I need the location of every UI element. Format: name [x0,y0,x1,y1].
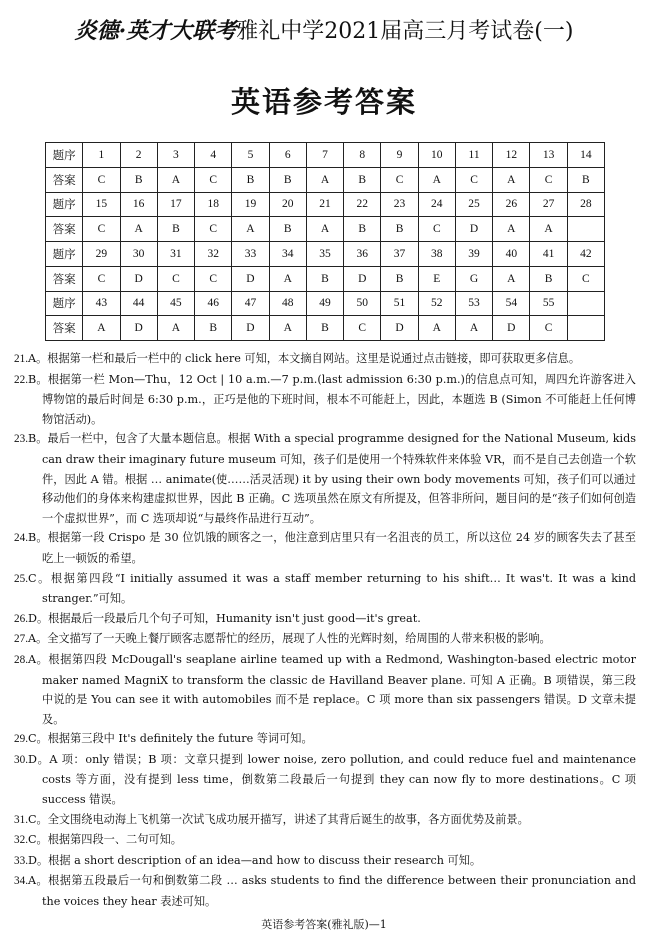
explanation-item [14,429,636,528]
exam-header [0,14,648,45]
question-number-cell: 26 [493,192,530,217]
question-number-cell: 44 [120,291,157,316]
question-number-cell: 21 [306,192,343,217]
answer-cell: A [455,316,492,341]
answer-cell: C [344,316,381,341]
explanation-text: C。全文围绕电动海上飞机第一次试飞成功展开描写，讲述了其背后诞生的故事，各方面优势及前景。 [27,812,529,826]
answer-cell: B [306,266,343,291]
question-label: 题序 [46,143,83,168]
question-number-cell: 30 [120,242,157,267]
answer-cell: C [381,167,418,192]
explanation-text: A。根据第四段 McDougall's seaplane airline teamed up with a Redmond, Washington-based electric motor maker named MagniX to transform the classic de Havilland Beaver plane. 可知 A 正确。B 项错误，第三段中说的是 You can see it with automobiles 而不是 replace。C 项 more than six passengers 错误。D 文章未提及。 [27,652,636,726]
question-number-cell: 6 [269,143,306,168]
answer-cell: A [306,167,343,192]
answer-cell: E [418,266,455,291]
answer-cell: D [455,217,492,242]
question-number-cell: 13 [530,143,567,168]
question-number-cell: 11 [455,143,492,168]
answer-cell: B [381,266,418,291]
question-number-cell: 45 [157,291,194,316]
answer-row [46,217,605,242]
answer-cell: A [232,217,269,242]
explanation-text: B。根据第一栏 Mon—Thu，12 Oct | 10 a.m.—7 p.m.(last admission 6:30 p.m.)的信息点可知，周四允许游客进入博物馆的最后时间是 6:30 p.m.，正巧是他的下班时间，根本不可能赶上，因此，本题选 B (Simon 不可能赶上任何博物馆活动)。 [27,372,636,426]
answer-cell: A [418,167,455,192]
answer-cell: B [120,167,157,192]
answer-row [46,167,605,192]
question-number-cell [567,291,604,316]
explanation-number: 31. [14,813,28,826]
explanation-text: A。根据第五段最后一句和倒数第二段 … asks students to find the difference between their pronunciation and the voices they hear 表述可知。 [27,874,636,909]
answer-cell: A [493,167,530,192]
explanation-item [14,830,636,851]
question-number-cell: 14 [567,143,604,168]
explanation-text: A。全文描写了一天晚上餐厅顾客志愿帮忙的经历，展现了人性的光辉时刻，给周围的人带来积极的影响。 [27,632,551,646]
explanation-text: C。根据第三段中 It's definitely the future 等词可知。 [27,732,313,746]
question-number-cell: 8 [344,143,381,168]
answer-cell: C [530,316,567,341]
answer-cell: B [344,217,381,242]
answer-label: 答案 [46,167,83,192]
explanation-item [14,650,636,729]
question-label: 题序 [46,242,83,267]
question-number-cell: 5 [232,143,269,168]
answer-cell: C [195,266,232,291]
answer-cell: A [493,217,530,242]
explanation-number: 27. [14,633,28,646]
explanation-number: 32. [14,834,28,847]
answer-row [46,316,605,341]
explanation-item [14,851,636,872]
answer-cell: A [418,316,455,341]
explanation-number: 33. [14,854,28,867]
question-number-cell: 25 [455,192,492,217]
question-number-cell: 32 [195,242,232,267]
question-number-cell: 52 [418,291,455,316]
page-footer: 英语参考答案(雅礼版)—1 [261,918,387,931]
question-number-cell: 46 [195,291,232,316]
explanation-item [14,349,636,370]
question-number-cell: 16 [120,192,157,217]
question-number-cell: 9 [381,143,418,168]
question-number-cell: 49 [306,291,343,316]
explanation-item [14,370,636,430]
question-label: 题序 [46,192,83,217]
answer-cell: C [455,167,492,192]
question-number-row [46,143,605,168]
explanation-item [14,871,636,911]
question-number-cell: 23 [381,192,418,217]
answer-cell: D [232,266,269,291]
explanation-number: 28. [14,653,28,666]
question-number-cell: 10 [418,143,455,168]
answer-cell: C [530,167,567,192]
question-number-cell: 43 [83,291,120,316]
explanation-item [14,569,636,609]
header-exam-name: 雅礼中学2021届高三月考试卷(一) [236,19,574,44]
answer-label: 答案 [46,316,83,341]
question-number-cell: 33 [232,242,269,267]
explanation-item [14,609,636,630]
header-brand: 炎德·英才大联考 [74,18,237,44]
question-number-cell: 47 [232,291,269,316]
answer-cell: C [83,217,120,242]
answer-cell: B [232,167,269,192]
answer-cell: D [344,266,381,291]
question-number-cell: 40 [493,242,530,267]
explanation-number: 30. [14,753,28,766]
question-number-row [46,291,605,316]
answer-cell: D [493,316,530,341]
explanation-text: D。根据最后一段最后几个句子可知，Humanity isn't just good—it's great. [27,611,421,625]
answer-cell: A [120,217,157,242]
question-number-cell: 19 [232,192,269,217]
answer-cell: B [530,266,567,291]
answer-cell: D [381,316,418,341]
answer-cell: A [306,217,343,242]
question-number-cell: 2 [120,143,157,168]
question-number-cell: 48 [269,291,306,316]
answer-cell: A [157,316,194,341]
explanation-number: 24. [14,532,28,545]
answer-cell: B [157,217,194,242]
explanation-number: 34. [14,875,28,888]
explanation-item [14,528,636,568]
explanation-number: 26. [14,612,28,625]
explanation-text: C。根据第四段“I initially assumed it was a staff member returning to his shift… It was't. It was a kind stranger.”可知。 [27,571,636,606]
answer-cell: B [344,167,381,192]
answer-label: 答案 [46,217,83,242]
answer-cell: D [120,316,157,341]
answer-cell: B [567,167,604,192]
answer-label: 答案 [46,266,83,291]
question-number-cell: 42 [567,242,604,267]
question-number-cell: 7 [306,143,343,168]
question-number-cell: 1 [83,143,120,168]
answer-cell: C [157,266,194,291]
question-number-cell: 22 [344,192,381,217]
question-label: 题序 [46,291,83,316]
explanation-number: 29. [14,733,28,746]
answer-cell: B [306,316,343,341]
explanation-text: C。根据第四段一、二句可知。 [27,833,182,847]
explanations-list [14,349,636,912]
answer-cell: B [269,167,306,192]
explanation-text: D。A 项：only 错误；B 项：文章只提到 lower noise, zero pollution, and could reduce fuel and maintenance costs 等方面，没有提到 less time，倒数第二段最后一句提到 they can now fly to more destinations。C 项 success 错误。 [27,752,636,807]
question-number-cell: 28 [567,192,604,217]
question-number-cell: 55 [530,291,567,316]
question-number-cell: 20 [269,192,306,217]
question-number-cell: 34 [269,242,306,267]
answer-cell: A [493,266,530,291]
answer-cell: D [120,266,157,291]
question-number-cell: 24 [418,192,455,217]
answer-cell: G [455,266,492,291]
question-number-cell: 38 [418,242,455,267]
question-number-cell: 17 [157,192,194,217]
answer-cell: A [83,316,120,341]
page-title: 英语参考答案 [230,85,417,119]
question-number-cell: 51 [381,291,418,316]
question-number-cell: 53 [455,291,492,316]
explanation-item [14,629,636,650]
question-number-cell: 12 [493,143,530,168]
answer-cell: A [269,266,306,291]
answer-cell: A [157,167,194,192]
question-number-cell: 29 [83,242,120,267]
question-number-cell: 27 [530,192,567,217]
explanation-number: 22. [14,373,28,386]
explanation-item [14,750,636,810]
answer-cell: C [195,167,232,192]
explanation-item [14,729,636,750]
answer-cell [567,316,604,341]
answer-table [45,142,605,341]
question-number-row [46,192,605,217]
explanation-text: B。最后一栏中，包含了大量本题信息。根据 With a special programme designed for the National Museum, kids can draw their imaginary future museum 可知，孩子们是使用一个特殊软件来体验 VR，而不是自己去创造一个软件，因此 A 错。根据 … animate(使……活灵活现) it by using their own body movements 可知，孩子们可以通过移动他们的身体来构建虚拟世界，因此 B 正确。C 选项虽然在原文有所提及，但答非所问，题目问的是“孩子们如何创造一个虚拟世界”，而 C 选项却说“与最终作品进行互动”。 [27,432,636,525]
answer-row [46,266,605,291]
explanation-text: B。根据第一段 Crispo 是 30 位饥饿的顾客之一，他注意到店里只有一名沮丧的员工，所以这位 24 岁的顾客失去了甚至吃上一顿饭的希望。 [27,531,636,565]
answer-cell: A [269,316,306,341]
question-number-cell: 15 [83,192,120,217]
answer-cell: A [530,217,567,242]
explanation-number: 23. [14,433,28,446]
question-number-cell: 35 [306,242,343,267]
explanation-number: 21. [14,353,28,365]
question-number-cell: 18 [195,192,232,217]
question-number-cell: 36 [344,242,381,267]
answer-cell: C [567,266,604,291]
question-number-cell: 50 [344,291,381,316]
explanation-text: A。根据第一栏和最后一栏中的 click here 可知，本文摘自网站。这里是说通过点击链接，即可获取更多信息。 [27,352,581,365]
answer-cell: B [269,217,306,242]
question-number-row [46,242,605,267]
answer-cell: C [83,167,120,192]
answer-cell: B [195,316,232,341]
answer-cell: C [418,217,455,242]
question-number-cell: 37 [381,242,418,267]
answer-cell: B [381,217,418,242]
answer-cell [567,217,604,242]
question-number-cell: 41 [530,242,567,267]
question-number-cell: 39 [455,242,492,267]
question-number-cell: 31 [157,242,194,267]
explanation-number: 25. [14,572,28,585]
explanation-item [14,810,636,831]
question-number-cell: 54 [493,291,530,316]
explanation-text: D。根据 a short description of an idea—and how to discuss their research 可知。 [27,853,482,867]
question-number-cell: 4 [195,143,232,168]
answer-cell: D [232,316,269,341]
answer-cell: C [83,266,120,291]
answer-cell: C [195,217,232,242]
question-number-cell: 3 [157,143,194,168]
